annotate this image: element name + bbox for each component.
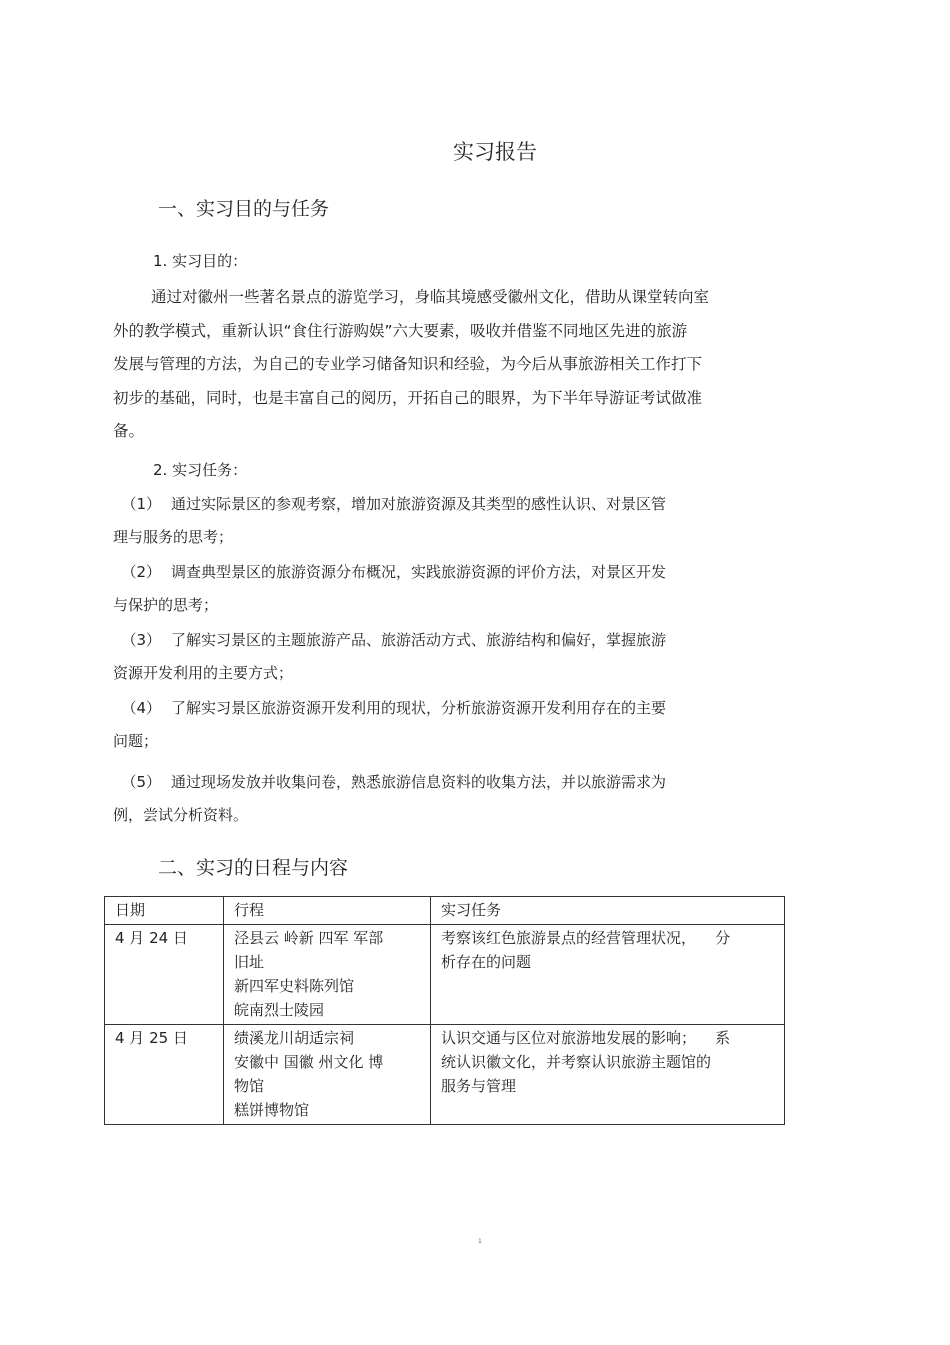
task-item (113, 766, 793, 832)
purpose-line: 通过对徽州一些著名景点的游览学习，身临其境感受徽州文化，借助从课堂转向室 (151, 288, 710, 306)
task-cell (431, 1025, 785, 1125)
table-row (105, 1025, 785, 1125)
task-text-cont: 资源开发利用的主要方式； (113, 664, 294, 682)
task-number: （3） (121, 631, 161, 649)
task-line: 考察该红色旅游景点的经营管理状况， 分 (441, 929, 731, 947)
task-text: 通过现场发放并收集问卷，熟悉旅游信息资料的收集方法，并以旅游需求为 (171, 773, 667, 791)
route-line: 物馆 (234, 1077, 265, 1095)
task-text: 通过实际景区的参观考察，增加对旅游资源及其类型的感性认识、对景区管 (171, 495, 667, 513)
route-cell (224, 925, 431, 1025)
task-text: 调查典型景区的旅游资源分布概况，实践旅游资源的评价方法，对景区开发 (171, 563, 667, 581)
column-header-route: 行程 (224, 897, 431, 925)
route-line: 皖南烈士陵园 (234, 1001, 325, 1019)
route-line: 泾县云 岭新 四军 军部 (234, 929, 384, 947)
task-line: 服务与管理 (441, 1077, 517, 1095)
route-line: 糕饼博物馆 (234, 1101, 310, 1119)
column-header-date: 日期 (105, 897, 224, 925)
purpose-line: 外的教学模式，重新认识“食住行游购娱”六大要素，吸收并借鉴不同地区先进的旅游 (113, 321, 688, 340)
date-cell: 4 月 24 日 (105, 925, 224, 1025)
route-line: 绩溪龙川胡适宗祠 (234, 1029, 355, 1047)
task-text-cont: 与保护的思考； (113, 596, 219, 614)
page-number: 1 (478, 1238, 482, 1245)
table-row (105, 925, 785, 1025)
route-line: 安徽中 国徽 州文化 博 (234, 1053, 384, 1071)
task-number: （4） (121, 699, 161, 717)
task-item (113, 556, 793, 622)
task-line: 统认识徽文化，并考察认识旅游主题馆的 (441, 1053, 712, 1071)
purpose-heading: 1. 实习目的： (153, 252, 248, 270)
route-line: 旧址 (234, 953, 265, 971)
task-number: （2） (121, 563, 161, 581)
task-text-cont: 理与服务的思考； (113, 528, 234, 546)
section-heading-purpose-tasks: 一、实习目的与任务 (158, 198, 330, 220)
task-cell (431, 925, 785, 1025)
task-number: （1） (121, 495, 161, 513)
task-text-cont: 例，尝试分析资料。 (113, 806, 249, 824)
task-text: 了解实习景区的主题旅游产品、旅游活动方式、旅游结构和偏好，掌握旅游 (171, 631, 667, 649)
route-cell (224, 1025, 431, 1125)
purpose-line: 发展与管理的方法，为自己的专业学习储备知识和经验，为今后从事旅游相关工作打下 (113, 355, 703, 373)
tasks-heading: 2. 实习任务： (153, 461, 248, 479)
section-heading-schedule: 二、实习的日程与内容 (158, 857, 349, 879)
task-line: 析存在的问题 (441, 953, 532, 971)
task-text-cont: 问题； (113, 732, 159, 750)
schedule-table (104, 896, 785, 1125)
task-line: 认识交通与区位对旅游地发展的影响； 系 (441, 1029, 731, 1047)
route-line: 新四军史料陈列馆 (234, 977, 355, 995)
task-item (113, 488, 793, 554)
table-header-row (105, 897, 785, 925)
purpose-paragraph (113, 281, 793, 449)
task-item (113, 692, 793, 758)
task-item (113, 624, 793, 690)
task-text: 了解实习景区旅游资源开发利用的现状，分析旅游资源开发利用存在的主要 (171, 699, 667, 717)
column-header-task: 实习任务 (431, 897, 785, 925)
purpose-line: 备。 (113, 422, 145, 440)
task-number: （5） (121, 773, 161, 791)
page-title: 实习报告 (453, 140, 537, 164)
purpose-line: 初步的基础，同时，也是丰富自己的阅历，开拓自己的眼界，为下半年导游证考试做准 (113, 388, 703, 407)
date-cell: 4 月 25 日 (105, 1025, 224, 1125)
